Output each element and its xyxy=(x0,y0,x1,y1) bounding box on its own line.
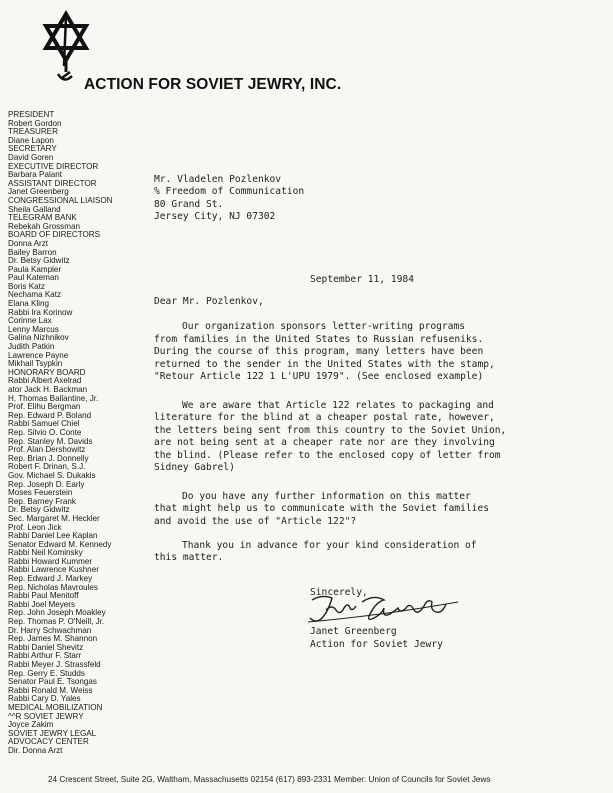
para2-line: literature for the blind at a cheaper postal rate, however, xyxy=(154,412,495,423)
signature-org: Action for Soviet Jewry xyxy=(310,639,443,650)
sidebar-line: ator Jack H. Backman xyxy=(8,385,88,394)
sidebar-line: Rep. Gerry E. Studds xyxy=(8,668,85,678)
sidebar-line: Rep. James M. Shannon xyxy=(8,634,98,644)
para3-line: and avoid the use of "Article 122"? xyxy=(154,516,357,527)
salutation: Dear Mr. Pozlenkov, xyxy=(154,296,264,307)
para1-line: from families in the United States to Russian refuseniks. xyxy=(154,334,484,345)
para2-line: the blind. (Please refer to the enclosed copy of letter from xyxy=(154,450,501,461)
sidebar-line: Diane Lapon xyxy=(8,135,54,145)
sidebar-line: David Goren xyxy=(8,152,54,162)
address-line-4: Jersey City, NJ 07302 xyxy=(154,211,276,222)
sidebar-line: Lawrence Payne xyxy=(8,350,69,360)
sidebar-line: Rep. Thomas P. O'Neill, Jr. xyxy=(8,617,105,627)
sidebar-line: Joyce Zakim xyxy=(8,720,54,730)
sidebar-line: Judith Patkin xyxy=(8,342,55,352)
para4-line: this matter. xyxy=(154,552,224,563)
sidebar-line: Rep. John Joseph Moakley xyxy=(8,608,106,618)
sidebar-line: SECRETARY xyxy=(8,144,57,154)
sidebar-line: Dir. Donna Arzt xyxy=(8,745,63,755)
sidebar-line: Barbara Palant xyxy=(8,170,62,180)
sidebar-line: Rep. Nicholas Mavroules xyxy=(8,582,98,592)
sidebar-line: Senator Paul E. Tsongas xyxy=(8,677,97,687)
para4-line: Thank you in advance for your kind consideration of xyxy=(182,540,477,551)
sidebar-line: Rabbi Samuel Chiel xyxy=(8,419,80,429)
sidebar-line: Prof. Alan Dershowitz xyxy=(8,445,86,455)
sidebar-line: EXECUTIVE DIRECTOR xyxy=(8,161,99,171)
sidebar-line: Rabbi Cary D. Yales xyxy=(8,694,81,704)
sidebar-line: Boris Katz xyxy=(8,281,45,291)
signature-name: Janet Greenberg xyxy=(310,626,397,637)
para1-line: "Retour Article 122 1 L'UPU 1979". (See enclosed example) xyxy=(154,371,484,382)
sidebar-line: Prof. Leon Jick xyxy=(8,522,62,532)
para2-line: are not being sent at a cheaper rate nor are they involving xyxy=(154,437,495,448)
sidebar-line: Paul Kateman xyxy=(8,273,59,283)
sidebar-line: Moses Feuerstein xyxy=(8,488,73,498)
sidebar-line: MEDICAL MOBILIZATION xyxy=(8,702,103,712)
sidebar-line: Sheila Galland xyxy=(8,204,61,214)
sidebar-line: SOVIET JEWRY LEGAL xyxy=(8,728,97,738)
sidebar-line: Dr. Harry Schwachman xyxy=(8,625,92,635)
sidebar-line: Prof. Elihu Bergman xyxy=(8,402,81,412)
closing: Sincerely, xyxy=(310,587,368,598)
sidebar-line: ASSISTANT DIRECTOR xyxy=(8,178,97,188)
sidebar-line: Lenny Marcus xyxy=(8,324,59,334)
sidebar-line: Paula Kampler xyxy=(8,264,62,274)
sidebar-line: Rabbi Daniel Lee Kaplan xyxy=(8,531,98,541)
org-name: ACTION FOR SOVIET JEWRY, INC. xyxy=(84,76,342,93)
sidebar-line: Rabbi Meyer J. Strassfeld xyxy=(8,660,101,669)
letter-date: September 11, 1984 xyxy=(310,274,414,285)
sidebar-line: Bailey Barron xyxy=(8,247,57,257)
address-line-2: % Freedom of Communication xyxy=(154,186,305,197)
sidebar-line: Rep. Stanley M. Davids xyxy=(8,436,93,446)
sidebar-line: HONORARY BOARD xyxy=(8,367,86,377)
sidebar-line: Rabbi Howard Kummer xyxy=(8,556,93,566)
sidebar-line: Nechama Katz xyxy=(8,290,62,300)
sidebar-line: Rabbi Paul Menitoff xyxy=(8,591,79,601)
sidebar-line: BOARD OF DIRECTORS xyxy=(8,230,101,240)
sidebar-line: Rabbi Albert Axelrad xyxy=(8,376,82,386)
para2-line: We are aware that Article 122 relates to packaging and xyxy=(182,400,494,411)
footer-address: 24 Crescent Street, Suite 2G, Waltham, Massachusetts 02154 (617) 893-2331 Member: Union of Councils for Soviet Jews xyxy=(48,775,491,784)
sidebar-line: Rabbi Ronald M. Weiss xyxy=(8,685,93,695)
para1-line: returned to the sender in the United States with the stamp, xyxy=(154,359,495,370)
sidebar-line: Rep. Joseph D. Early xyxy=(8,479,85,489)
sidebar-line: Rabbi Daniel Shevitz xyxy=(8,642,84,652)
sidebar-line: Gov. Michael S. Dukakis xyxy=(8,470,96,480)
sidebar-line: Dr. Betsy Gidwitz xyxy=(8,505,70,515)
sidebar-line: TELEGRAM BANK xyxy=(8,213,77,223)
para3-line: that might help us to communicate with the Soviet families xyxy=(154,503,490,514)
sidebar-line: ADVOCACY CENTER xyxy=(8,737,89,747)
sidebar-line: ^^R SOVIET JEWRY xyxy=(8,711,84,721)
sidebar-line: Rabbi Neil Kominsky xyxy=(8,548,83,558)
sidebar-line: Rep. Barney Frank xyxy=(8,496,76,506)
sidebar-line: Robert Gordon xyxy=(8,118,62,128)
sidebar-line: H. Thomas Ballantine, Jr. xyxy=(8,393,99,403)
sidebar-line: Elana Kling xyxy=(8,299,49,309)
sidebar-line: Mikhail Tsypkin xyxy=(8,359,63,369)
para1-line: Our organization sponsors letter-writing programs xyxy=(182,321,466,332)
para1-line: During the course of this program, many letters have been xyxy=(154,346,484,357)
sidebar-line: Rabbi Ira Korinow xyxy=(8,307,73,317)
handwritten-signature xyxy=(304,590,464,628)
sidebar-line: Rabbi Joel Meyers xyxy=(8,599,76,609)
sidebar-line: Rep. Edward J. Markey xyxy=(8,574,93,584)
sidebar-line: TREASURER xyxy=(8,127,58,137)
para2-line: Sidney Gabrel) xyxy=(154,462,235,473)
sidebar-line: Rabbi Arthur F. Starr xyxy=(8,651,82,661)
sidebar-line: Rebekah Grossman xyxy=(8,221,80,231)
sidebar-line: Dr. Betsy Gidwitz xyxy=(8,256,70,266)
sidebar-officers-list xyxy=(8,111,158,756)
address-line-1: Mr. Vladelen Pozlenkov xyxy=(154,174,282,185)
sidebar-line: Robert F. Drinan, S.J. xyxy=(8,462,86,472)
sidebar-line: Galina Nizhnikov xyxy=(8,333,69,343)
sidebar-line: Rep. Silvio O. Conte xyxy=(8,427,82,437)
sidebar-line: Rep. Brian J. Donnelly xyxy=(8,453,89,463)
sidebar-line: Corinne Lax xyxy=(8,316,52,326)
sidebar-line: PRESIDENT xyxy=(8,110,55,119)
para2-line: the letters being sent from this country to the Soviet Union, xyxy=(154,425,507,436)
sidebar-line: Sec. Margaret M. Heckler xyxy=(8,513,100,523)
address-line-3: 80 Grand St. xyxy=(154,199,224,210)
para3-line: Do you have any further information on this matter xyxy=(182,491,471,502)
sidebar-line: Senator Edward M. Kennedy xyxy=(8,539,112,549)
sidebar-line: Rabbi Lawrence Kushner xyxy=(8,565,99,575)
sidebar-line: Janet Greenberg xyxy=(8,187,69,197)
sidebar-line: Rep. Edward P. Boland xyxy=(8,410,92,420)
sidebar-line: CONGRESSIONAL LIAISON xyxy=(8,195,113,205)
sidebar-line: Donna Arzt xyxy=(8,238,49,248)
